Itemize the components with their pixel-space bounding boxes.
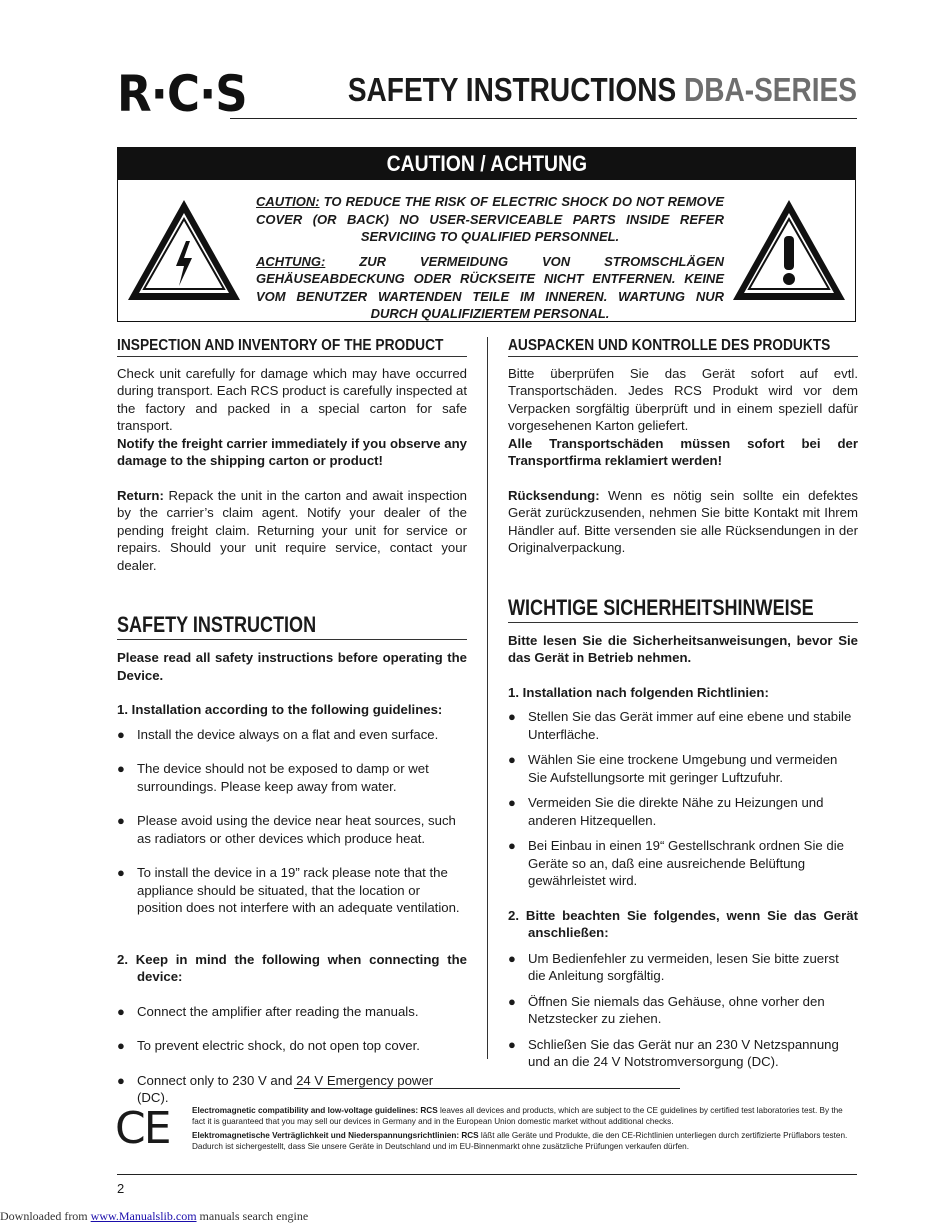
caution-box <box>117 147 856 322</box>
exclamation-warning-icon <box>729 196 849 304</box>
footer-rule <box>294 1088 680 1089</box>
list-item: ● Vermeiden Sie die direkte Nähe zu Heizungen und anderen Hitzequellen. <box>508 794 858 829</box>
caution-en: CAUTION: TO REDUCE THE RISK OF ELECTRIC SHOCK DO NOT REMOVE COVER (OR BACK) NO USER-SERVICEABLE PARTS INSIDE REFER SERVICIING TO QUALIFIED PERSONNEL. <box>256 194 724 244</box>
list-item: ● Bei Einbau in einen 19“ Gestellschrank ordnen Sie die Geräte so an, daß eine ausreichende Belüftung gewährleistet wird. <box>508 837 858 890</box>
inspection-heading: INSPECTION AND INVENTORY OF THE PRODUCT <box>117 337 467 357</box>
list-item: ● Schließen Sie das Gerät nur an 230 V Netzspannung und an die 24 V Notstromversorgung (DC). <box>508 1036 858 1071</box>
list-item: ● Wählen Sie eine trockene Umgebung und vermeiden Sie Aufstellungsorte mit geringer Luftzufuhr. <box>508 751 858 786</box>
ruecksendung-text: Rücksendung: Wenn es nötig sein sollte ein defektes Gerät zurückzusenden, nehmen Sie bitte Kontakt mit Ihrem Händler auf. Bitte versenden sie alle Rücksendungen in der Originalverpackung. <box>508 487 858 555</box>
electric-shock-warning-icon <box>124 196 244 304</box>
column-divider <box>487 337 488 1059</box>
item-1-heading: 1. Installation according to the following guidelines: <box>117 702 443 717</box>
list-item: ● Connect the amplifier after reading the manuals. <box>117 1003 467 1021</box>
ce-text <box>192 1105 857 1155</box>
english-column <box>117 337 467 1107</box>
ce-mark-icon: CE <box>115 1103 170 1154</box>
caution-text <box>256 193 724 330</box>
manualslib-link[interactable]: www.Manualslib.com <box>90 1209 197 1223</box>
sicherheit-intro: Bitte lesen Sie die Sicherheitsanweisungen, bevor Sie das Gerät in Betrieb nehmen. <box>508 632 858 665</box>
list-item: ● To install the device in a 19” rack please note that the appliance should be situated, that the location or position does not interfere with an adequate ventilation. <box>117 864 467 917</box>
auspacken-text: Bitte überprüfen Sie das Gerät sofort auf evtl. Transportschäden. Jedes RCS Produkt wird vor dem Verpacken sorgfältig überprüft und in einem speziell dafür vorgesehenen Karton geliefert. <box>508 365 858 433</box>
caution-de: ACHTUNG: ZUR VERMEIDUNG VON STROMSCHLÄGEN GEHÄUSEABDECKUNG ODER RÜCKSEITE NICHT ENTFERNEN. KEINE VOM BENUTZER WARTENDEN TEILE IM INNEREN. WARTUNG NUR DURCH QUALIFIZIERTEM PERSONAL. <box>256 253 724 321</box>
rcs-logo: R·C·S <box>117 65 247 123</box>
list-item: ● Connect only to 230 V and 24 V Emergency power (DC). <box>117 1072 467 1107</box>
transport-text: Alle Transportschäden müssen sofort bei der Transportfirma reklamiert werden! <box>508 435 858 468</box>
bottom-rule <box>117 1174 857 1175</box>
ce-text-de: Elektromagnetische Verträglichkeit und Niederspannungsrichtlinien: RCS läßt alle Geräte und Produkte, die den CE-Richtlinien unterliegen durch zertifizierte Prüflabors testen. Dadurch ist sichergestellt, dass Sie unsere Geräte in Deutschland und im EU-Binnenmarkt ohne zusätzliche Prüfungen verkaufen dürfen. <box>192 1131 848 1151</box>
safety-heading: SAFETY INSTRUCTION <box>117 611 467 640</box>
notify-text: Notify the freight carrier immediately if you observe any damage to the shipping carton or product! <box>117 435 467 468</box>
return-text: Return: Repack the unit in the carton and await inspection by the carrier’s claim agent. Notify your dealer of the pending freight claim. Returning your unit for service or repairs. Should your unit require service, contact your dealer. <box>117 487 467 573</box>
caution-heading: CAUTION / ACHTUNG <box>118 148 855 180</box>
safety-intro: Please read all safety instructions before operating the Device. <box>117 650 467 683</box>
item-2-heading: 2. Keep in mind the following when connecting the device: <box>117 951 467 984</box>
list-item: ● Please avoid using the device near heat sources, such as radiators or other devices which produce heat. <box>117 812 467 847</box>
list-item: ● To prevent electric shock, do not open top cover. <box>117 1037 467 1055</box>
download-note: Downloaded from www.Manualslib.com manuals search engine <box>0 1209 309 1223</box>
sicherheit-heading: WICHTIGE SICHERHEITSHINWEISE <box>508 594 858 623</box>
auspacken-heading: AUSPACKEN UND KONTROLLE DES PRODUKTS <box>508 337 858 357</box>
title-rule <box>230 118 857 119</box>
ce-text-en: Electromagnetic compatibility and low-voltage guidelines: RCS leaves all devices and products, which are subject to the CE guidelines by certified test laboratories test. By the fact it is guaranteed that you may sell our devices in Germany and in the European Union domestic market without additional checks. <box>192 1106 843 1126</box>
page-number: 2 <box>117 1181 125 1196</box>
item-1-heading-de: 1. Installation nach folgenden Richtlinien: <box>508 684 769 700</box>
list-item: ● The device should not be exposed to damp or wet surroundings. Please keep away from water. <box>117 760 467 795</box>
page-title: SAFETY INSTRUCTIONS DBA-SERIES <box>347 71 857 108</box>
list-item: ● Stellen Sie das Gerät immer auf eine ebene und stabile Unterfläche. <box>508 708 858 743</box>
list-item: ● Um Bedienfehler zu vermeiden, lesen Sie bitte zuerst die Anleitung sorgfältig. <box>508 950 858 985</box>
list-item: ● Öffnen Sie niemals das Gehäuse, ohne vorher den Netzstecker zu ziehen. <box>508 993 858 1028</box>
item-2-heading-de: 2. Bitte beachten Sie folgendes, wenn Sie das Gerät anschließen: <box>508 907 858 940</box>
list-item: ● Install the device always on a flat and even surface. <box>117 726 467 744</box>
german-column <box>508 337 858 1071</box>
inspection-text: Check unit carefully for damage which may have occurred during transport. Each RCS product is carefully inspected at the factory and packed in a special carton for safe transport. <box>117 365 467 433</box>
